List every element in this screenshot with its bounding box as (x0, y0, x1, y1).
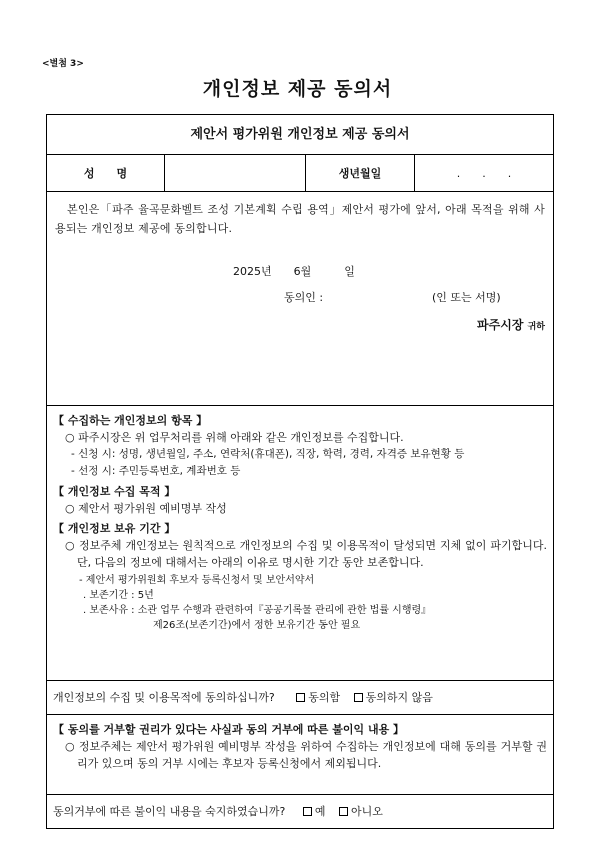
refusal-question-row (47, 795, 553, 829)
agree-yes-label: 동의함 (308, 691, 341, 704)
checkbox-icon[interactable] (303, 807, 312, 816)
retention-line: . 보존사유 : 소관 업무 수행과 관련하여『공공기록물 관리에 관한 법률 시행령』 (83, 605, 432, 616)
retention-line: . 보존기간 : 5년 (83, 590, 154, 601)
attachment-tag: <별첨 3> (42, 59, 84, 69)
refusal-yes-option[interactable] (303, 805, 326, 818)
consent-form (46, 114, 554, 829)
purpose-line: ○ 제안서 평가위원 예비명부 작성 (65, 502, 227, 515)
refusal-no-label: 아니오 (350, 805, 383, 818)
page-title: 개인정보 제공 동의서 (202, 78, 393, 100)
refusal-line: ○ 정보주체는 제안서 평가위원 예비명부 작성을 위하여 수집하는 개인정보에 대해 동의를 거부할 권리가 있으며 동의 거부 시에는 후보자 등록신청에서 제외됩니다. (65, 740, 547, 770)
details-section (47, 406, 553, 681)
retention-line: - 제안서 평가위원회 후보자 등록신청서 및 보안서약서 (79, 575, 315, 586)
info-row (47, 155, 553, 192)
retention-line: 제26조(보존기간)에서 정한 보유기간 동안 필요 (153, 620, 361, 631)
purpose-heading: 【 개인정보 수집 목적 】 (53, 485, 176, 498)
agree-no-label: 동의하지 않음 (365, 691, 433, 704)
refusal-yes-label: 예 (314, 805, 326, 818)
refusal-heading: 【 동의를 거부할 권리가 있다는 사실과 동의 거부에 따른 불이익 내용 】 (53, 723, 405, 736)
collect-line: - 선정 시: 주민등록번호, 계좌번호 등 (71, 465, 241, 477)
refusal-no-option[interactable] (339, 805, 383, 818)
birth-label: 생년월일 (306, 155, 415, 191)
checkbox-icon[interactable] (296, 693, 305, 702)
collect-heading: 【 수집하는 개인정보의 항목 】 (53, 414, 208, 427)
agree-yes-option[interactable] (296, 691, 340, 704)
seal-label: (인 또는 서명) (432, 291, 501, 304)
name-label: 성 명 (47, 155, 165, 191)
agree-question: 개인정보의 수집 및 이용목적에 동의하십니까? (53, 691, 275, 704)
consent-paragraph: 본인은「파주 율곡문화벨트 조성 기본계획 수립 용역」제안서 평가에 앞서, 아래 목적을 위해 사용되는 개인정보 제공에 동의합니다. (55, 203, 545, 235)
consent-date: 2025년 6월 일 (233, 265, 355, 278)
checkbox-icon[interactable] (354, 693, 363, 702)
name-field[interactable] (165, 155, 306, 191)
consent-statement (47, 192, 553, 406)
checkbox-icon[interactable] (339, 807, 348, 816)
refusal-question: 동의거부에 따른 불이익 내용을 숙지하였습니까? (53, 805, 286, 818)
form-subtitle: 제안서 평가위원 개인정보 제공 동의서 (47, 115, 553, 155)
signer-label: 동의인 : (284, 291, 324, 304)
addressee-suffix: 귀하 (527, 322, 545, 332)
retention-heading: 【 개인정보 보유 기간 】 (53, 522, 176, 535)
collect-line: - 신청 시: 성명, 생년월일, 주소, 연락처(휴대폰), 직장, 학력, 경력, 자격증 보유현황 등 (71, 448, 465, 460)
retention-line: ○ 정보주체 개인정보는 원칙적으로 개인정보의 수집 및 이용목적이 달성되면 지체 없이 파기합니다. 단, 다음의 정보에 대해서는 아래의 이유로 명시한 기간 동안 보존합니다. (65, 539, 547, 569)
addressee (477, 316, 545, 337)
birth-field[interactable]: . . . (456, 167, 512, 180)
agree-no-option[interactable] (354, 691, 433, 704)
addressee-name: 파주시장 (477, 318, 524, 332)
agree-question-row (47, 681, 553, 715)
collect-line: ○ 파주시장은 위 업무처리를 위해 아래와 같은 개인정보를 수집합니다. (65, 431, 404, 444)
refusal-section (47, 715, 553, 795)
